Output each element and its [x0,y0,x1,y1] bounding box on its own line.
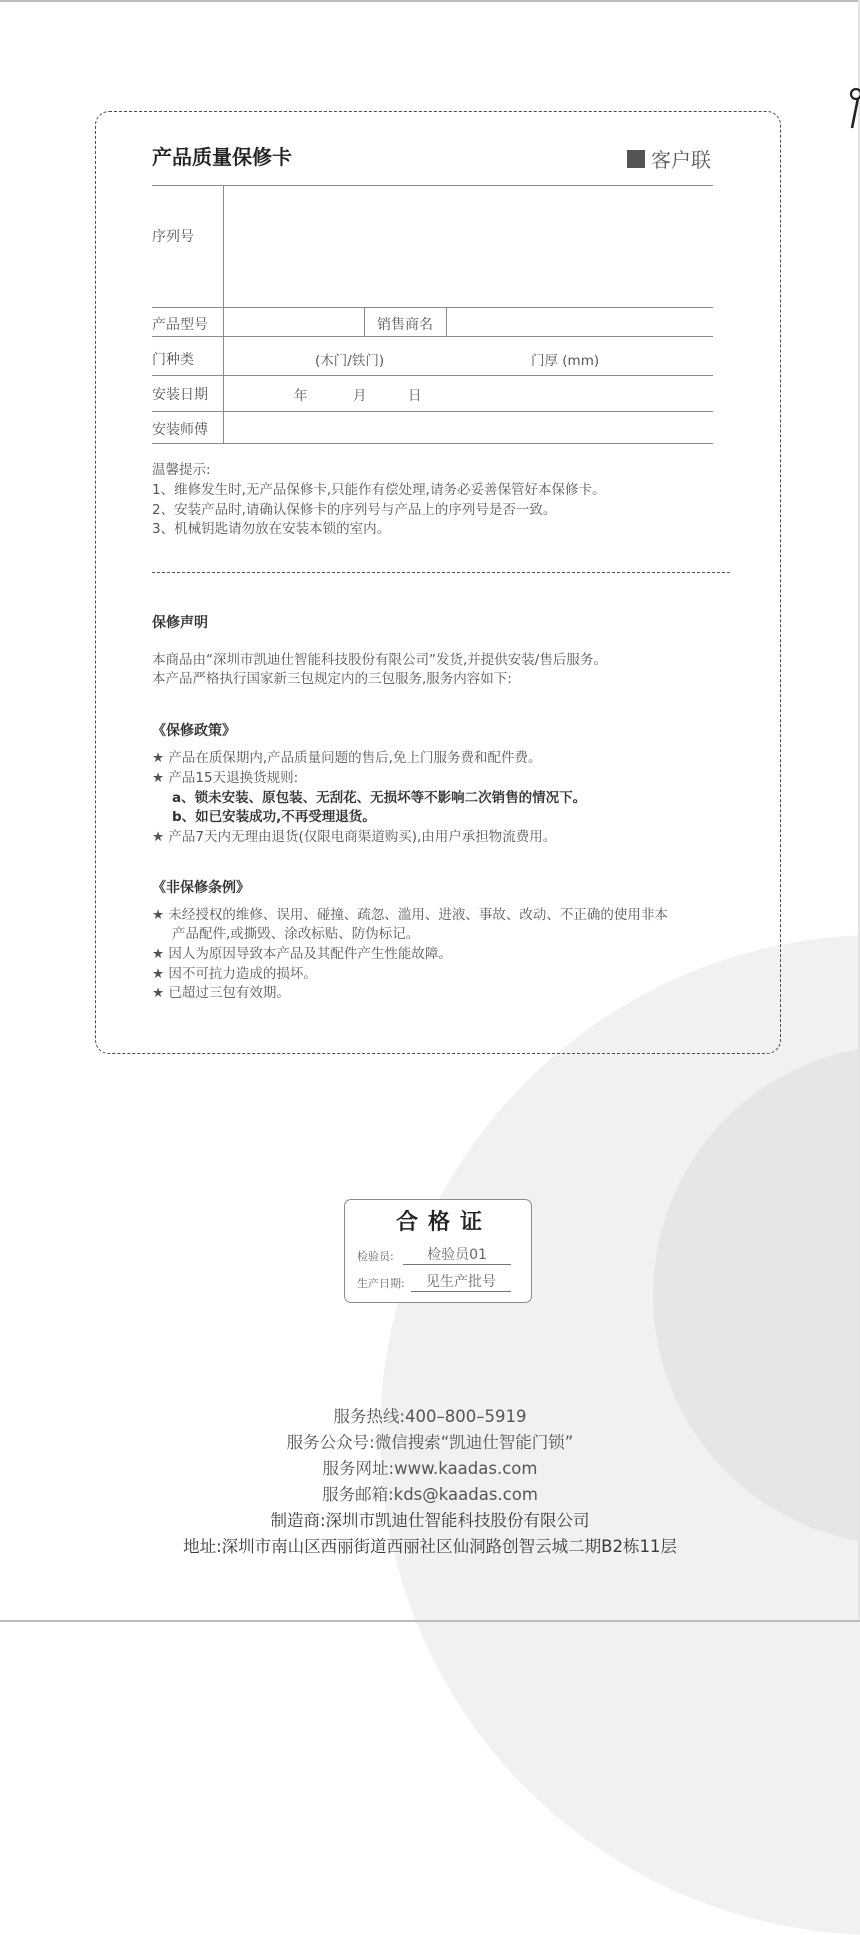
service-hotline: 服务热线:400–800–5919 [333,1407,527,1426]
statement-line: 本产品严格执行国家新三包规定内的三包服务,服务内容如下: [152,671,512,687]
table-column-divider [446,307,447,336]
table-column-divider [223,185,224,443]
copy-label [627,144,711,173]
copy-label-text: 客户联 [651,148,711,172]
table-column-divider [364,307,365,336]
year-label: 年 [294,388,308,404]
tips-heading: 温馨提示: [152,462,211,478]
certificate-title: 合格证 [396,1210,493,1235]
production-date-label: 生产日期: [357,1277,405,1290]
serial-number-label: 序列号 [152,229,194,245]
dealer-name-label: 销售商名 [377,317,433,333]
policy-subitem: a、锁未安装、原包装、无刮花、无损坏等不影响二次销售的情况下。 [172,790,587,806]
door-type-label: 门种类 [152,352,194,368]
tip-line: 1、维修发生时,无产品保修卡,只能作有偿处理,请务必妥善保管好本保修卡。 [152,482,606,498]
policy-item: ★ 产品在质保期内,产品质量问题的售后,免上门服务费和配件费。 [152,750,542,766]
service-email: 服务邮箱:kds@kaadas.com [322,1485,538,1504]
nonwarranty-item: ★ 因人为原因导致本产品及其配件产生性能故障。 [152,946,452,962]
nonwarranty-item-continued: 产品配件,或撕毁、涂改标贴、防伪标记。 [172,926,420,942]
month-label: 月 [353,388,367,404]
product-model-label: 产品型号 [152,317,208,333]
inspector-value: 检验员01 [403,1244,511,1265]
service-wechat: 服务公众号:微信搜索“凯迪仕智能门锁” [286,1433,574,1452]
tip-line: 2、安装产品时,请确认保修卡的序列号与产品上的序列号是否一致。 [152,502,557,518]
nonwarranty-item: ★ 因不可抗力造成的损坏。 [152,966,317,982]
door-thickness-label: 门厚 (mm) [531,353,600,369]
table-line-top [152,185,713,186]
table-line [152,375,713,376]
table-line-bottom [152,443,713,444]
door-type-hint: (木门/铁门) [315,353,385,369]
inspector-label: 检验员: [357,1250,394,1263]
nonwarranty-item: ★ 已超过三包有效期。 [152,985,290,1001]
install-date-label: 安装日期 [152,387,208,403]
table-line [152,411,713,412]
warranty-card-title: 产品质量保修卡 [152,145,292,169]
tip-line: 3、机械钥匙请勿放在安装本锁的室内。 [152,521,391,537]
cut-line [152,572,730,573]
installer-label: 安装师傅 [152,422,208,438]
table-line [152,307,713,308]
scissor-icon [846,86,860,136]
day-label: 日 [408,388,422,404]
policy-subitem: b、如已安装成功,不再受理退货。 [172,809,376,825]
top-border [0,0,860,2]
square-bullet-icon [627,150,645,168]
policy-item: ★ 产品7天内无理由退货(仅限电商渠道购买),由用户承担物流费用。 [152,829,557,845]
statement-title: 保修声明 [152,615,208,631]
statement-line: 本商品由“深圳市凯迪仕智能科技股份有限公司”发货,并提供安装/售后服务。 [152,652,607,668]
nonwarranty-title: 《非保修条例》 [152,880,250,896]
production-date-value: 见生产批号 [411,1271,511,1292]
policy-title: 《保修政策》 [152,723,236,739]
policy-item: ★ 产品15天退换货规则: [152,770,299,786]
nonwarranty-item: ★ 未经授权的维修、误用、碰撞、疏忽、滥用、进液、事故、改动、不正确的使用非本 [152,907,668,923]
manufacturer: 制造商:深圳市凯迪仕智能科技股份有限公司 [270,1511,590,1530]
service-website: 服务网址:www.kaadas.com [322,1459,538,1478]
table-line [152,336,713,337]
address: 地址:深圳市南山区西丽街道西丽社区仙洞路创智云城二期B2栋11层 [183,1537,677,1556]
